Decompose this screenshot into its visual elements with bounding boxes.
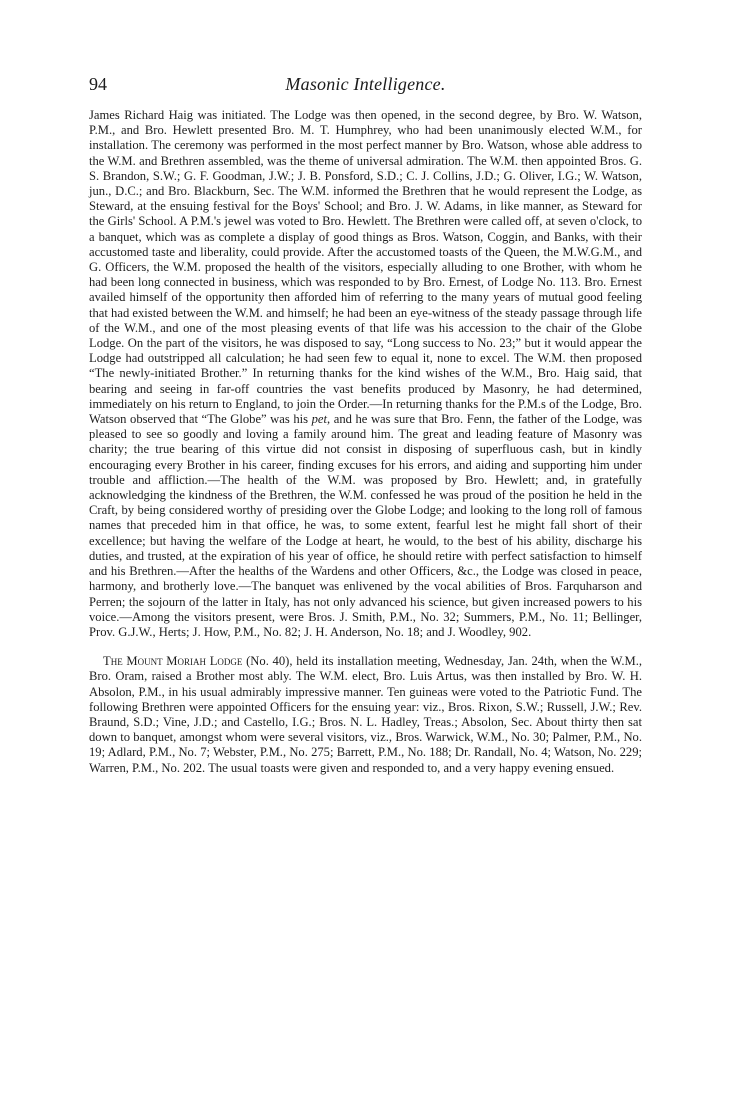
paragraph-text: (No. 40), held its installation meeting, Wednesday, Jan. 24th, when the W.M., Bro. Oram, raised a Brother most ably. The W.M. elect, Bro. Luis Artus, was then installed by Bro. W. H. Absolon, P.M., in his usual admirably impressive manner. Ten guineas were voted to the Patriotic Fund. The following Brethren were appointed Officers for the ensuing year: viz., Bros. Rixon, S.W.; Russell, J.W.; Rev. Braund, S.D.; Vine, J.D.; and Castello, I.G.; Bros. N. L. Hadley, Treas.; Absolon, Sec. About thirty then sat down to banquet, amongst whom were several visitors, viz., Bros. Warwick, W.M., No. 30; Palmer, P.M., No. 19; Adlard, P.M., No. 7; Webster, P.M., No. 275; Barrett, P.M., No. 188; Dr. Randall, No. 4; Watson, No. 229; Warren, P.M., No. 202. The usual toasts were given and responded to, and a very happy evening ensued. xyxy=(89,654,642,775)
italic-word: pet xyxy=(311,412,328,427)
lodge-name: The Mount Moriah Lodge xyxy=(103,654,243,669)
page-header xyxy=(89,74,642,100)
page-number: 94 xyxy=(89,74,107,94)
paragraph-mount-moriah-lodge xyxy=(89,654,642,776)
paragraph-globe-lodge xyxy=(89,108,642,640)
paragraph-text-continued: , and he was sure that Bro. Fenn, the father of the Lodge, was pleased to see so goodly and loving a family around him. The great and leading feature of Masonry was charity; the true bearing of this virtue did not consist in disposing of superfluous cash, but in kindly encouraging every Brother in his career, finding excuses for his errors, and aiding and supporting him under trouble and affliction.—The health of the W.M. was proposed by Bro. Hewlett; and, in gratefully acknowledging the kindness of the Brethren, the W.M. confessed he was proud of the position he held in the Craft, by being considered worthy of presiding over the Globe Lodge; and looking to the long roll of famous names that preceded him in that office, he was, to some extent, fearful lest he might fall short of their excellence; but having the welfare of the Lodge at heart, he would, to the best of his ability, discharge his duties, and trusted, at the expiration of his year of office, he should retire with perfect satisfaction to himself and his Brethren.—After the healths of the Wardens and other Officers, &c., the Lodge was closed in peace, harmony, and brotherly love.—The banquet was enlivened by the vocal abilities of Bros. Farquharson and Perren; the sojourn of the latter in Italy, has not only advanced his science, but given increased powers to his voice.—Among the visitors present, were Bros. J. Smith, P.M., No. 32; Summers, P.M., No. 11; Bellinger, Prov. G.J.W., Herts; J. How, P.M., No. 82; J. H. Anderson, No. 18; and J. Woodley, 902. xyxy=(89,412,642,639)
running-title: Masonic Intelligence. xyxy=(285,74,446,94)
paragraph-text: James Richard Haig was initiated. The Lodge was then opened, in the second degree, by Bro. W. Watson, P.M., and Bro. Hewlett presented Bro. M. T. Humphrey, who had been unanimously elected W.M., for installation. The ceremony was performed in the most perfect manner by Bro. Watson, whose able address to the W.M. and Brethren assembled, was the theme of universal admiration. The W.M. then appointed Bros. G. S. Brandon, S.W.; G. F. Goodman, J.W.; J. B. Ponsford, S.D.; C. J. Collins, J.D.; G. Oliver, I.G.; W. Watson, jun., D.C.; and Bro. Blackburn, Sec. The W.M. informed the Brethren that he would represent the Lodge, as Steward, at the ensuing festival for the Boys' School; and Bro. J. W. Adams, in like manner, as Steward for the Girls' School. A P.M.'s jewel was voted to Bro. Hewlett. The Brethren were called off, at seven o'clock, to a banquet, which was as complete a display of good things as Bros. Watson, Coggin, and Banks, with their accustomed taste and liberality, could provide. After the accustomed toasts of the Queen, the M.W.G.M., and G. Officers, the W.M. proposed the health of the visitors, especially alluding to one Brother, with whom he had been long connected in business, which was responded to by Bro. Ernest, of Lodge No. 113. Bro. Ernest availed himself of the opportunity then afforded him of referring to the many years of mutual good feeling that had existed between the W.M. and himself; he had been an eye-witness of the steady passage through life of the W.M., and one of the most pleasing events of that life was his accession to the chair of the Globe Lodge. On the part of the visitors, he was disposed to say, “Long success to No. 23;” but it would appear the Lodge had outstripped all calculation; he had seen few to equal it, none to excel. The W.M. then proposed “The newly-initiated Brother.” In returning thanks for the kind wishes of the W.M., Bro. Haig said, that bearing and seeing in far-off countries the vast benefits produced by Masonry, he had determined, immediately on his return to England, to join the Order.—In returning thanks for the P.M.s of the Lodge, Bro. Watson observed that “The Globe” was his xyxy=(89,108,642,427)
page xyxy=(89,74,642,776)
